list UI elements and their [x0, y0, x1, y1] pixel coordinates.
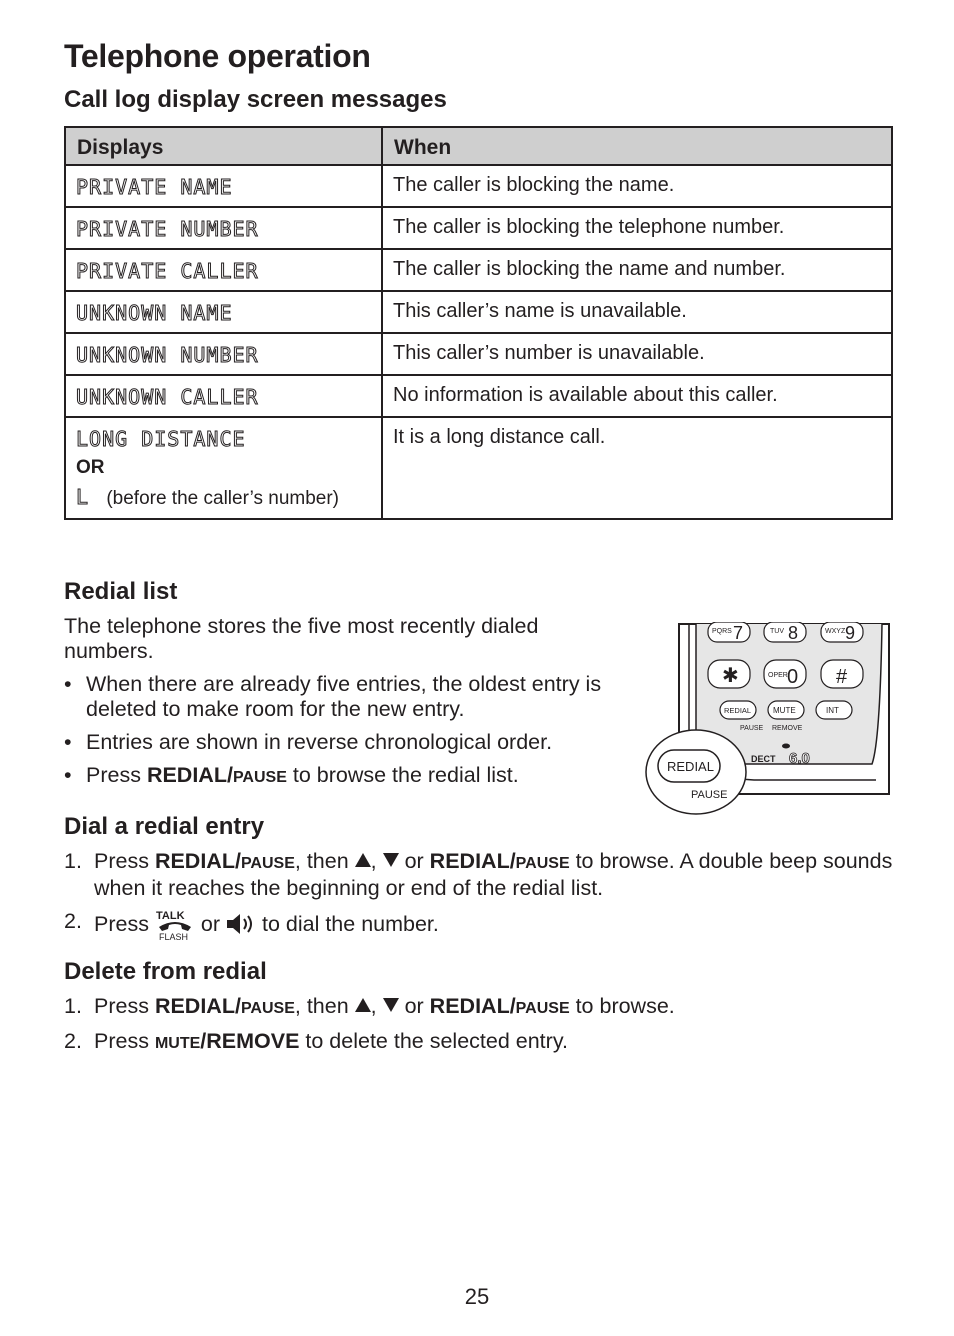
- alt-display-note: (before the caller’s number): [106, 488, 340, 509]
- mute-key-label: MUTE: [773, 706, 796, 715]
- up-arrow-icon: [355, 998, 371, 1012]
- dect-version: 6.0: [789, 750, 810, 767]
- page-number: 25: [464, 1284, 490, 1309]
- key-hash: #: [836, 666, 848, 688]
- dial-redial-heading: Dial a redial entry: [64, 813, 265, 840]
- when-cell: It is a long distance call.: [382, 417, 892, 519]
- talk-flash-icon: [155, 909, 195, 941]
- redial-list-heading: Redial list: [64, 578, 178, 605]
- lcd-display-text: PRIVATE CALLER: [76, 259, 259, 283]
- star-key-icon: ✱: [722, 665, 739, 687]
- alt-display-line: [76, 485, 381, 510]
- lcd-display-text: UNKNOWN CALLER: [76, 385, 259, 409]
- svg-text:FLASH: FLASH: [158, 932, 188, 941]
- lcd-display-text: PRIVATE NUMBER: [76, 217, 259, 241]
- table-row: [65, 165, 892, 207]
- delete-redial-heading: Delete from redial: [64, 958, 267, 985]
- list-item: 2. Press MUTE/REMOVE to delete the selected entry.: [64, 1029, 568, 1053]
- when-cell: The caller is blocking the name and number.: [382, 249, 892, 291]
- redial-list-intro: The telephone stores the five most recently dialed numbers.: [64, 614, 539, 663]
- table-header-row: [65, 127, 892, 165]
- list-item: 2. Press TALK FLASH or to dial the number.: [64, 909, 439, 941]
- table-row: [65, 207, 892, 249]
- when-cell: This caller’s name is unavailable.: [382, 291, 892, 333]
- when-cell: This caller’s number is unavailable.: [382, 333, 892, 375]
- table-row: [65, 249, 892, 291]
- callout-redial-label: REDIAL: [667, 759, 714, 774]
- redial-key-label: REDIAL: [724, 706, 752, 715]
- when-cell: The caller is blocking the telephone number.: [382, 207, 892, 249]
- column-header-when: When: [382, 127, 892, 165]
- call-log-table: [64, 126, 893, 520]
- lcd-display-text: L: [76, 485, 90, 509]
- dial-redial-steps: [64, 849, 894, 949]
- lcd-display-text: LONG DISTANCE: [76, 427, 246, 451]
- key-8: 8: [788, 623, 799, 643]
- key-0: 0: [787, 666, 799, 688]
- list-item: 1. Press REDIAL/PAUSE, then , or REDIAL/PAUSE to browse. A double beep sounds when it reaches the beginning or end of the redial list.: [64, 849, 893, 900]
- list-item: 1. Press REDIAL/PAUSE, then , or REDIAL/PAUSE to browse.: [64, 994, 675, 1018]
- or-label: OR: [76, 457, 105, 478]
- list-item: • When there are already five entries, the oldest entry is deleted to make room for the new entry.: [64, 672, 602, 721]
- table-row: [65, 291, 892, 333]
- key-letters: WXYZ: [825, 628, 846, 635]
- lcd-display-text: UNKNOWN NAME: [76, 301, 233, 325]
- handset-keypad-illustration: [644, 622, 892, 818]
- key-7: 7: [733, 623, 744, 643]
- table-row: [65, 417, 892, 519]
- down-arrow-icon: [383, 998, 399, 1012]
- when-cell: The caller is blocking the name.: [382, 165, 892, 207]
- list-item: • Entries are shown in reverse chronological order.: [64, 730, 553, 754]
- table-row: [65, 333, 892, 375]
- when-cell: No information is available about this caller.: [382, 375, 892, 417]
- key-letters: TUV: [770, 628, 784, 635]
- up-arrow-icon: [355, 853, 371, 867]
- down-arrow-icon: [383, 853, 399, 867]
- redial-list-bullets: [64, 672, 646, 798]
- svg-text:TALK: TALK: [155, 910, 185, 922]
- delete-redial-steps: [64, 994, 894, 1064]
- dect-logo: DECT: [751, 754, 776, 764]
- lcd-display-text: UNKNOWN NUMBER: [76, 343, 259, 367]
- call-log-heading: Call log display screen messages: [64, 86, 447, 113]
- lcd-display-text: PRIVATE NAME: [76, 175, 233, 199]
- table-row: [65, 375, 892, 417]
- remove-sub-label: REMOVE: [772, 725, 803, 732]
- int-key-label: INT: [826, 706, 839, 715]
- key-letters: OPER: [768, 672, 788, 679]
- microphone-icon: [782, 744, 790, 749]
- list-item: • Press REDIAL/PAUSE to browse the redial list.: [64, 763, 519, 787]
- speaker-icon: [226, 912, 256, 936]
- key-9: 9: [845, 623, 856, 643]
- callout-pause-label: PAUSE: [691, 789, 728, 801]
- pause-sub-label: PAUSE: [740, 725, 764, 732]
- page-title: Telephone operation: [64, 38, 371, 74]
- column-header-displays: Displays: [65, 127, 382, 165]
- key-letters: PQRS: [712, 628, 732, 635]
